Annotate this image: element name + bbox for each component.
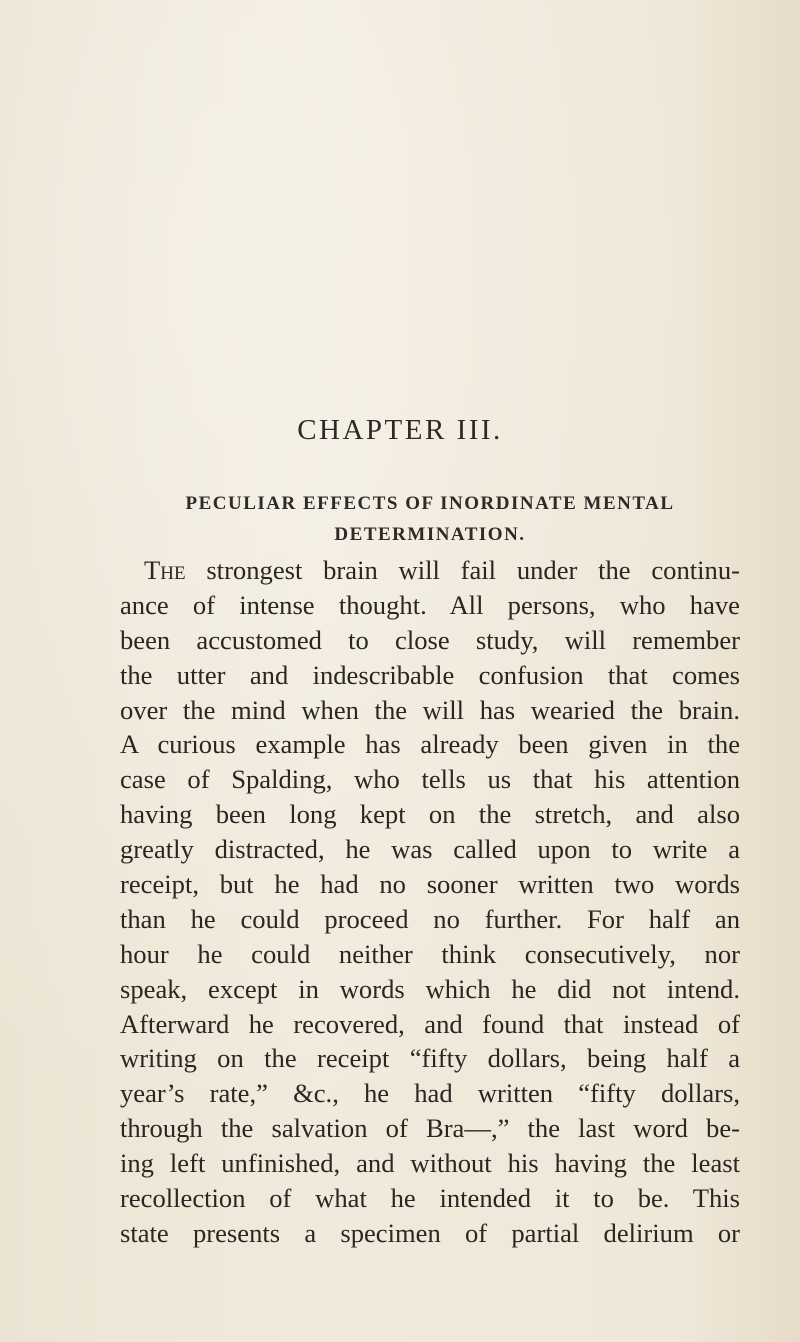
text-line: recollection of what he intended it to be. This [120, 1183, 740, 1214]
drop-word: The [144, 555, 186, 585]
text-line: than he could proceed no further. For half an [120, 903, 740, 934]
chapter-subtitle-line-2: DETERMINATION. [334, 524, 526, 545]
chapter-subtitle-line-1: PECULIAR EFFECTS OF INORDINATE MENTAL [185, 493, 675, 514]
text-line: hour he could neither think consecutively, nor [120, 938, 740, 969]
text-line-rest: strongest brain will fail under the continu- [185, 555, 740, 585]
text-line: A curious example has already been given in the [120, 729, 740, 760]
text-line: year’s rate,” &c., he had written “fifty dollars, [120, 1078, 740, 1109]
text-line: over the mind when the will has wearied the brain. [120, 694, 740, 725]
text-line: through the salvation of Bra—,” the last word be- [120, 1113, 740, 1144]
text-line: speak, except in words which he did not intend. [120, 973, 740, 1004]
text-line: been accustomed to close study, will remember [120, 624, 740, 655]
text-line [120, 553, 740, 588]
text-line: ing left unfinished, and without his having the least [120, 1148, 740, 1179]
text-line: case of Spalding, who tells us that his attention [120, 764, 740, 795]
text-line: receipt, but he had no sooner written two words [120, 869, 740, 900]
text-line: having been long kept on the stretch, and also [120, 799, 740, 830]
chapter-body-text [120, 553, 740, 1251]
text-line: ance of intense thought. All persons, who have [120, 589, 740, 620]
text-line: writing on the receipt “fifty dollars, being half a [120, 1043, 740, 1074]
text-line: state presents a specimen of partial delirium or [120, 1217, 740, 1248]
text-line: greatly distracted, he was called upon to write a [120, 834, 740, 865]
chapter-heading: CHAPTER III. [297, 414, 503, 446]
text-line: the utter and indescribable confusion that comes [120, 659, 740, 690]
chapter-subtitle [120, 488, 740, 550]
text-line: Afterward he recovered, and found that instead of [120, 1008, 740, 1039]
